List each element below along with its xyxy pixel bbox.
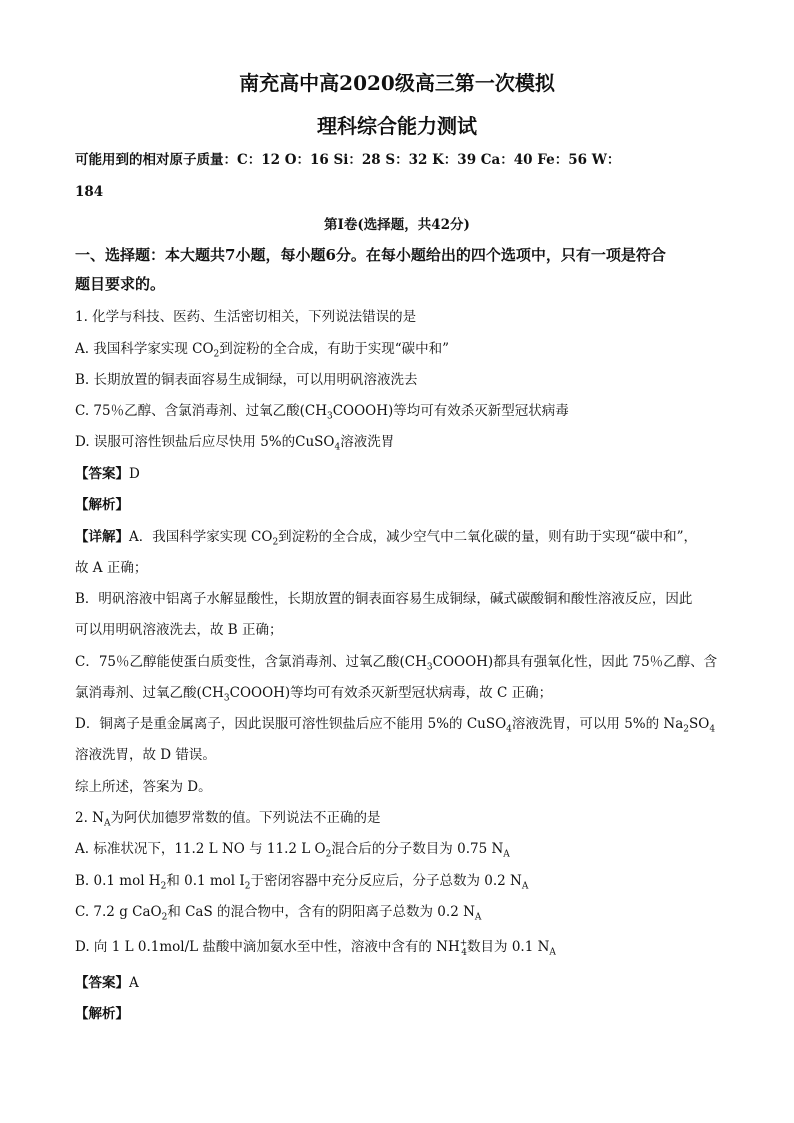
q2-stem: 2. $N_A$为阿伏加德罗常数的值。下列说法不正确的是 (75, 810, 381, 829)
q1-answer: 【答案】D (75, 466, 140, 482)
section-instruction-continuation: 题目要求的。 (75, 275, 166, 293)
q1-detail-b-continuation: 可以用明矾溶液洗去，故 B 正确； (75, 622, 283, 638)
q1-detail-a: 【详解】A．我国科学家实现 $CO_2$到淀粉的全合成，减少空气中二氧化碳的量，则有助于实现“碳中和”， (75, 529, 697, 548)
q1-analysis-label: 【解析】 (75, 497, 129, 513)
q1-option-a: A. 我国科学家实现 $CO_2$到淀粉的全合成，有助于实现“碳中和” (75, 341, 450, 360)
q1-summary: 综上所述，答案为 D。 (75, 779, 212, 795)
q2-option-d: D. 向 1 L 0.1mol/L 盐酸中滴加氨水至中性，溶液中含有的 $NH^+_4$数目为 0.1 $N_A$ (75, 938, 556, 958)
exam-subtitle: 理科综合能力测试 (317, 114, 477, 138)
q2-option-b: B. 0.1 mol $H_2$和 0.1 mol $I_2$于密闭容器中充分反应后，分子总数为 0.2 $N_A$ (75, 873, 529, 892)
q1-detail-a-continuation: 故 A 正确； (75, 560, 148, 576)
q1-detail-b: B．明矾溶液中铝离子水解显酸性，长期放置的铜表面容易生成铜绿，碱式碳酸铜和酸性溶液反应，因此 (75, 591, 693, 607)
q1-detail-d: D．铜离子是重金属离子，因此误服可溶性钡盐后应不能用 5%的 CuSO$_4$溶液洗胃，可以用 5%的 $Na_2SO_4$ (75, 716, 716, 735)
section-instruction: 一、选择题：本大题共7小题，每小题6分。在每小题给出的四个选项中，只有一项是符合 (75, 246, 666, 264)
q1-option-b: B. 长期放置的铜表面容易生成铜绿，可以用明矾溶液洗去 (75, 372, 418, 388)
q1-option-c: C. 75％乙醇、含氯消毒剂、过氧乙酸$(CH_3COOOH)$等均可有效杀灭新型冠状病毒 (75, 403, 569, 422)
q1-detail-c: C．75％乙醇能使蛋白质变性，含氯消毒剂、过氧乙酸$(CH_3COOOH)$都具有强氧化性，因此 75％乙醇、含 (75, 654, 718, 673)
q1-detail-c-continuation: 氯消毒剂、过氧乙酸$(CH_3COOOH)$等均可有效杀灭新型冠状病毒，故 C 正确； (75, 685, 553, 704)
q2-analysis-label: 【解析】 (75, 1006, 129, 1022)
atomic-masses-line: 可能用到的相对原子质量：C：12 O：16 Si：28 S：32 K：39 Ca：40 Fe：56 W： (75, 152, 621, 168)
section-heading: 第Ⅰ卷(选择题，共42分) (324, 217, 470, 233)
exam-title: 南充高中高2020级高三第一次模拟 (239, 71, 555, 95)
q2-option-a: A. 标准状况下，11.2 L NO 与 11.2 L $O_2$混合后的分子数目为 0.75 $N_A$ (75, 841, 510, 860)
q1-option-d: D. 误服可溶性钡盐后应尽快用 5%的CuSO$_4$溶液洗胃 (75, 434, 395, 453)
q1-stem: 1. 化学与科技、医药、生活密切相关，下列说法错误的是 (75, 309, 417, 325)
q2-answer: 【答案】A (75, 975, 139, 991)
q1-detail-d-continuation: 溶液洗胃，故 D 错误。 (75, 747, 216, 763)
atomic-masses-continuation: 184 (75, 184, 104, 200)
q2-option-c: C. 7.2 g CaO$_2$和 CaS 的混合物中，含有的阴阳离子总数为 0.2 $N_A$ (75, 904, 482, 923)
